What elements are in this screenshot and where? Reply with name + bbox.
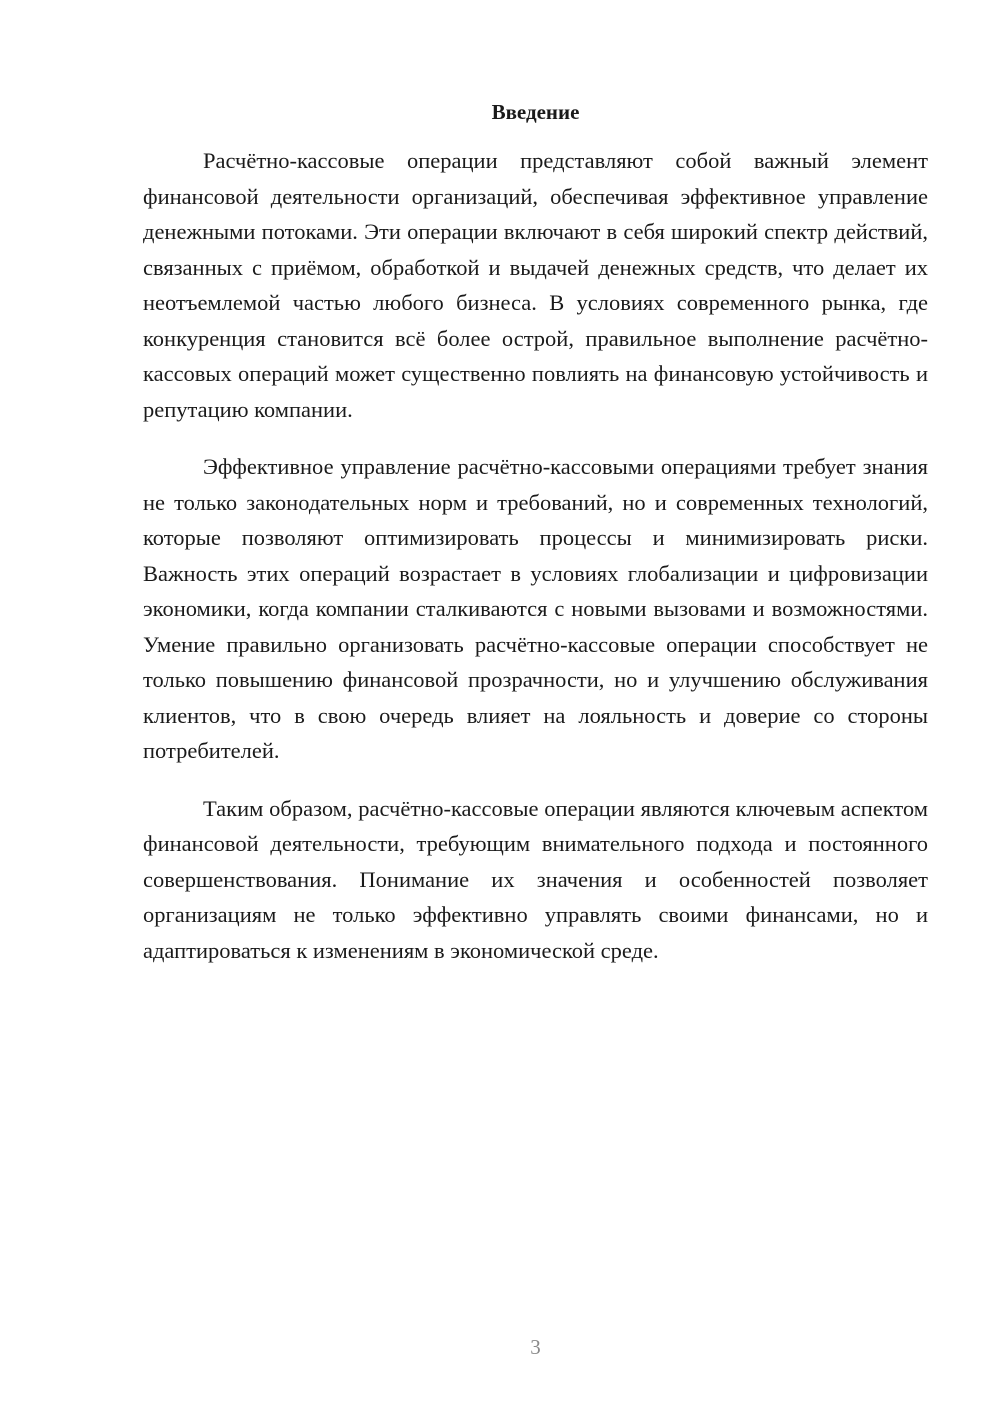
- paragraph-1: Расчётно-кассовые операции представляют собой важный элемент финансовой деятельности организаций, обеспечивая эффективное управление денежными потоками. Эти операции включают в себя широкий спектр действий, связанных с приёмом, обработкой и выдачей денежных средств, что делает их неотъемлемой частью любого бизнеса. В условиях современного рынка, где конкуренция становится всё более острой, правильное выполнение расчётно-кассовых операций может существенно повлиять на финансовую устойчивость и репутацию компании.: [143, 148, 928, 422]
- document-body: [143, 143, 928, 990]
- page-number: 3: [530, 1335, 541, 1359]
- paragraph-3: Таким образом, расчётно-кассовые операции являются ключевым аспектом финансовой деятельности, требующим внимательного подхода и постоянного совершенствования. Понимание их значения и особенностей позволяет организациям не только эффективно управлять своими финансами, но и адаптироваться к изменениям в экономической среде.: [143, 795, 928, 963]
- section-heading: Введение: [491, 100, 580, 124]
- paragraph-2: Эффективное управление расчётно-кассовыми операциями требует знания не только законодательных норм и требований, но и современных технологий, которые позволяют оптимизировать процессы и минимизировать риски. Важность этих операций возрастает в условиях глобализации и цифровизации экономики, когда компании сталкиваются с новыми вызовами и возможностями. Умение правильно организовать расчётно-кассовые операции способствует не только повышению финансовой прозрачности, но и улучшению обслуживания клиентов, что в свою очередь влияет на лояльность и доверие со стороны потребителей.: [143, 454, 928, 763]
